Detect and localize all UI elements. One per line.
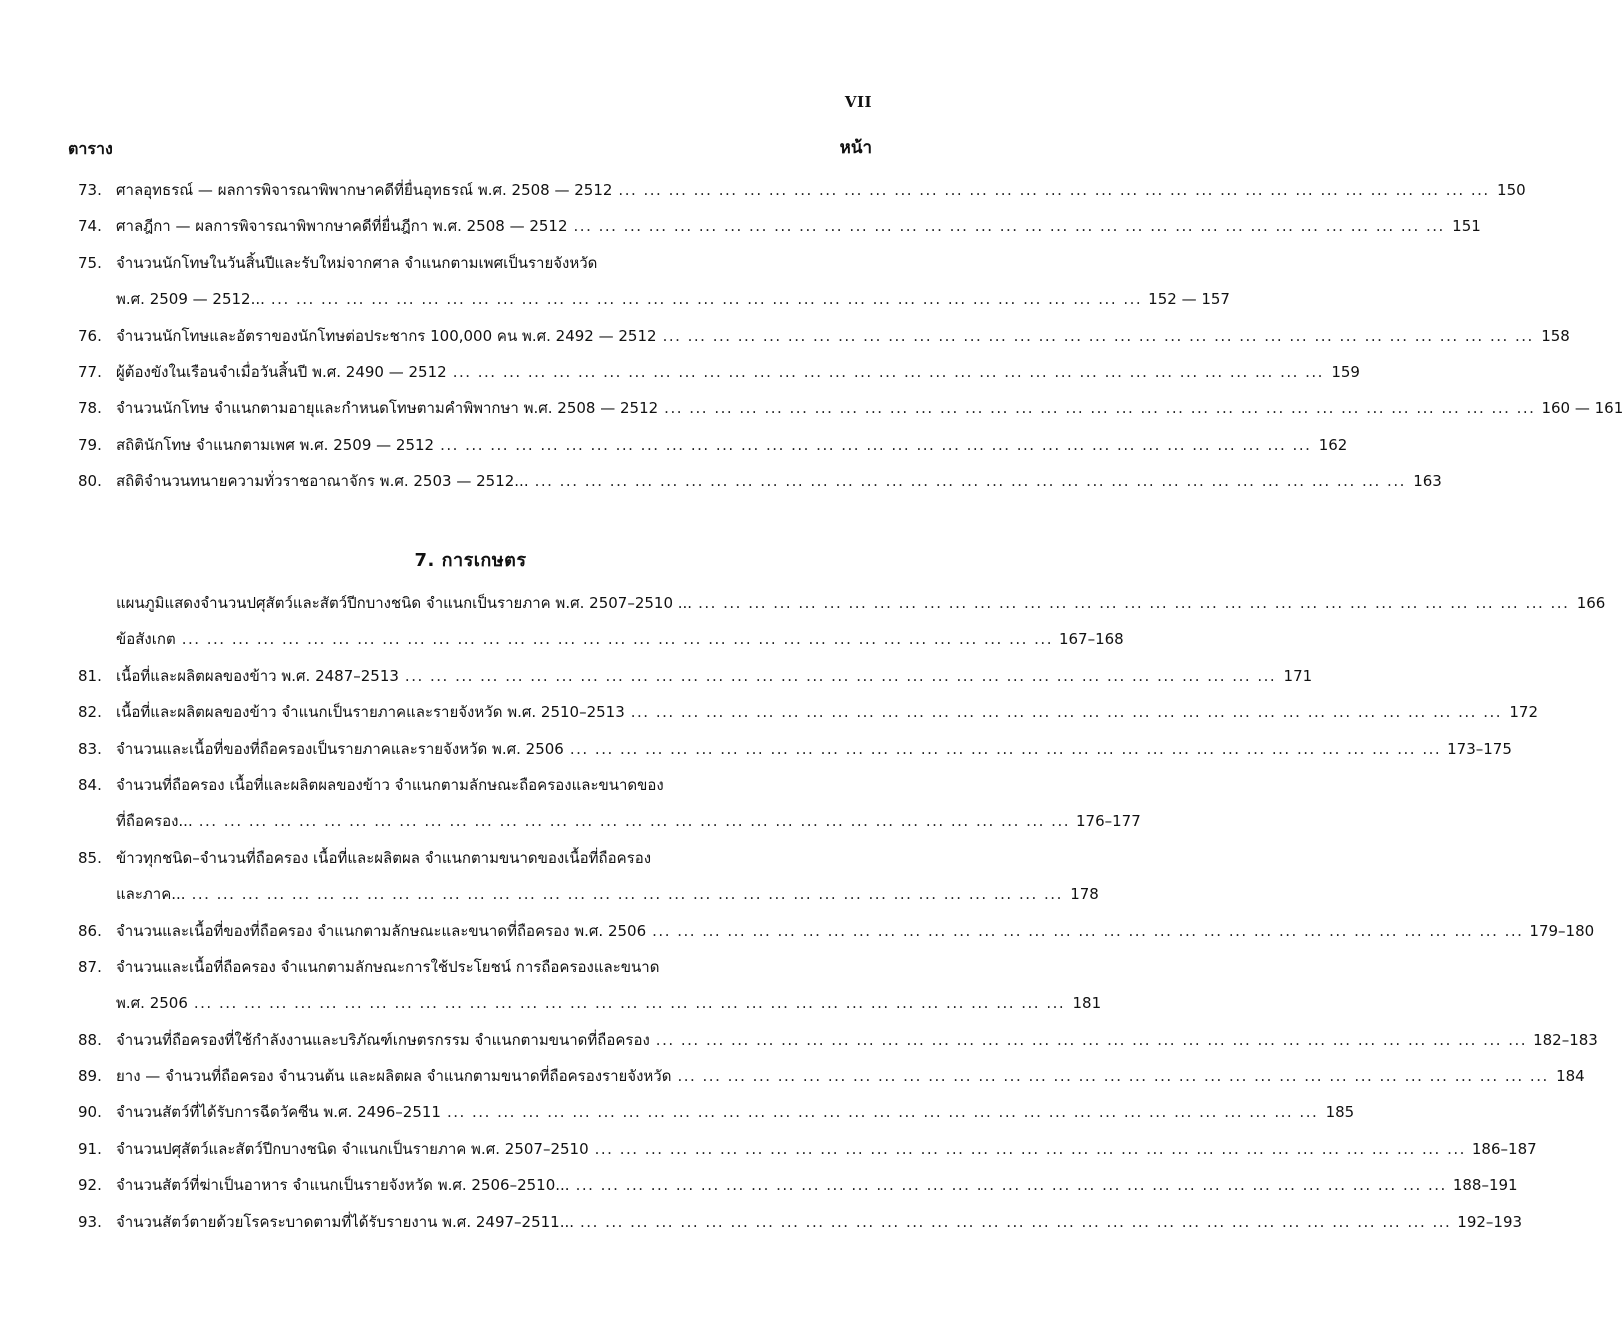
toc-section-justice <box>78 172 1623 500</box>
leader-dots <box>447 1094 1318 1130</box>
toc-row <box>78 1094 1355 1130</box>
entry-title: จำนวนสัตว์ที่ฆ่าเป็นอาหาร จำแนกเป็นรายจังหวัด พ.ศ. 2506–2510... <box>116 1176 570 1195</box>
entry-page: 192–193 <box>1457 1212 1523 1231</box>
entry-number: 90. <box>78 1103 102 1122</box>
toc-row <box>78 731 1512 767</box>
toc-row <box>78 621 1124 657</box>
toc-row <box>78 281 1230 317</box>
entry-title: จำนวนสัตว์ที่ได้รับการฉีดวัคซีน พ.ศ. 2496–2511 <box>116 1103 441 1122</box>
entry-title: จำนวนนักโทษ จำแนกตามอายุและกำหนดโทษตามคำพิพากษา พ.ศ. 2508 — 2512 <box>116 399 659 418</box>
column-header-page: หน้า <box>839 138 872 158</box>
entry-page: 158 <box>1541 326 1570 345</box>
toc-row <box>78 985 1102 1021</box>
entry-page: 171 <box>1283 666 1313 685</box>
entry-number: 74. <box>78 217 102 236</box>
toc-row <box>78 876 1099 912</box>
toc-row <box>78 694 1539 730</box>
entry-number: 85. <box>78 848 102 867</box>
toc-row <box>78 767 872 803</box>
entry-number: 92. <box>78 1176 102 1195</box>
entry-title: พ.ศ. 2509 — 2512... <box>116 290 265 309</box>
entry-page: 150 <box>1497 181 1526 199</box>
leader-dots <box>576 1167 1447 1203</box>
entry-title: จำนวนและเนื้อที่ของที่ถือครอง จำแนกตามลักษณะและขนาดที่ถือครอง พ.ศ. 2506 <box>116 921 647 940</box>
entry-page: 162 <box>1318 435 1348 454</box>
leader-dots <box>570 731 1441 767</box>
section-title: 7. การเกษตร <box>414 550 527 571</box>
leader-dots <box>677 1058 1548 1094</box>
toc-row <box>78 803 1141 839</box>
toc-row <box>78 949 872 985</box>
toc-row <box>78 1167 1518 1203</box>
entry-number: 83. <box>78 739 102 758</box>
leader-dots <box>595 1131 1466 1167</box>
column-header-table: ตาราง <box>68 139 113 158</box>
toc-row <box>78 658 1313 694</box>
toc-row <box>78 1131 1537 1167</box>
leader-dots <box>656 1022 1527 1058</box>
toc-row <box>78 585 1606 621</box>
entry-page: 181 <box>1072 994 1102 1013</box>
leader-dots <box>405 658 1276 694</box>
entry-title: จำนวนนักโทษในวันสิ้นปีและรับใหม่จากศาล จำแนกตามเพศเป็นรายจังหวัด <box>116 253 598 272</box>
entry-page: 163 <box>1413 472 1442 491</box>
entry-page: 185 <box>1325 1103 1355 1122</box>
entry-title: แผนภูมิแสดงจำนวนปศุสัตว์และสัตว์ปีกบางชนิด จำแนกเป็นรายภาค พ.ศ. 2507–2510 ... <box>116 594 693 612</box>
leader-dots <box>271 281 1142 317</box>
entry-number: 89. <box>78 1067 102 1086</box>
entry-title: จำนวนที่ถือครอง เนื้อที่และผลิตผลของข้าว จำแนกตามลักษณะถือครองและขนาดของ <box>116 775 664 794</box>
leader-dots <box>618 172 1489 208</box>
entry-title: ผู้ต้องขังในเรือนจำเมื่อวันสิ้นปี พ.ศ. 2490 — 2512 <box>116 362 447 381</box>
entry-page: 166 <box>1576 594 1606 612</box>
entry-page: 182–183 <box>1533 1030 1598 1049</box>
leader-dots <box>535 463 1406 499</box>
leader-dots <box>194 985 1065 1021</box>
entry-number: 87. <box>78 957 102 976</box>
toc-row <box>78 354 1360 390</box>
entry-page: 186–187 <box>1471 1139 1537 1158</box>
entry-title: จำนวนและเนื้อที่ของที่ถือครองเป็นรายภาคและรายจังหวัด พ.ศ. 2506 <box>116 739 564 758</box>
entry-title: จำนวนและเนื้อที่ถือครอง จำแนกตามลักษณะการใช้ประโยชน์ การถือครองและขนาด <box>116 957 660 976</box>
toc-row <box>78 1204 1523 1240</box>
entry-page: 159 <box>1331 362 1360 381</box>
entry-page: 151 <box>1452 217 1481 236</box>
toc-row <box>78 463 1442 499</box>
entry-page: 173–175 <box>1447 739 1512 758</box>
entry-page: 160 — 161 <box>1541 399 1623 418</box>
entry-number: 78. <box>78 399 102 418</box>
entry-number: 75. <box>78 253 102 272</box>
leader-dots <box>182 621 1053 657</box>
entry-page: 172 <box>1509 703 1539 722</box>
toc-row <box>78 390 1623 426</box>
entry-page: 152 — 157 <box>1148 290 1230 309</box>
toc-row <box>78 1022 1598 1058</box>
entry-title: ที่ถือครอง... <box>116 812 193 831</box>
entry-page: 184 <box>1556 1067 1585 1086</box>
entry-title: และภาค... <box>116 885 186 904</box>
entry-number: 80. <box>78 472 102 491</box>
entry-title: จำนวนที่ถือครองที่ใช้กำลังงานและบริภัณฑ์เกษตรกรรม จำแนกตามขนาดที่ถือครอง <box>116 1030 650 1049</box>
entry-number: 81. <box>78 666 102 685</box>
leader-dots <box>580 1204 1451 1240</box>
leader-dots <box>663 318 1534 354</box>
toc-row <box>78 913 1595 949</box>
entry-title: สถิตินักโทษ จำแนกตามเพศ พ.ศ. 2509 — 2512 <box>116 435 435 454</box>
entry-number: 88. <box>78 1030 102 1049</box>
toc-row <box>78 208 1481 244</box>
entry-page: 167–168 <box>1058 630 1124 649</box>
entry-number: 82. <box>78 703 102 722</box>
entry-title: พ.ศ. 2506 <box>116 994 188 1013</box>
entry-title: ข้อสังเกต <box>116 630 176 649</box>
entry-page: 188–191 <box>1452 1176 1518 1195</box>
entry-page: 176–177 <box>1075 812 1141 831</box>
toc-row <box>78 172 1526 208</box>
entry-number: 79. <box>78 435 102 454</box>
entry-page: 178 <box>1070 885 1099 904</box>
entry-title: เนื้อที่และผลิตผลของข้าว จำแนกเป็นรายภาคและรายจังหวัด พ.ศ. 2510–2513 <box>116 703 625 722</box>
entry-title: สถิติจำนวนทนายความทั่วราชอาณาจักร พ.ศ. 2503 — 2512... <box>116 472 529 491</box>
leader-dots <box>698 585 1569 621</box>
leader-dots <box>631 694 1502 730</box>
entry-page: 179–180 <box>1529 921 1595 940</box>
toc-row <box>78 245 872 281</box>
leader-dots <box>652 913 1523 949</box>
leader-dots <box>664 390 1535 426</box>
leader-dots <box>192 876 1063 912</box>
entry-title: จำนวนสัตว์ตายด้วยโรคระบาดตามที่ได้รับรายงาน พ.ศ. 2497–2511... <box>116 1212 575 1231</box>
entry-title: ศาลฎีกา — ผลการพิจารณาพิพากษาคดีที่ยื่นฎีกา พ.ศ. 2508 — 2512 <box>116 217 568 236</box>
toc-row <box>78 840 872 876</box>
entry-title: ยาง — จำนวนที่ถือครอง จำนวนต้น และผลิตผล จำแนกตามขนาดที่ถือครองรายจังหวัด <box>116 1067 672 1086</box>
entry-number: 91. <box>78 1139 102 1158</box>
entry-number: 84. <box>78 775 102 794</box>
toc-row <box>78 427 1348 463</box>
entry-title: ศาลอุทธรณ์ — ผลการพิจารณาพิพากษาคดีที่ยื่นอุทธรณ์ พ.ศ. 2508 — 2512 <box>116 181 613 199</box>
leader-dots <box>574 208 1445 244</box>
toc-row <box>78 1058 1585 1094</box>
entry-number: 93. <box>78 1212 102 1231</box>
toc-section-agriculture <box>78 585 1606 1240</box>
entry-title: จำนวนปศุสัตว์และสัตว์ปีกบางชนิด จำแนกเป็นรายภาค พ.ศ. 2507–2510 <box>116 1139 589 1158</box>
toc-row <box>78 318 1570 354</box>
entry-title: เนื้อที่และผลิตผลของข้าว พ.ศ. 2487–2513 <box>116 666 399 685</box>
leader-dots <box>440 427 1311 463</box>
entry-number: 77. <box>78 362 102 381</box>
entry-number: 86. <box>78 921 102 940</box>
leader-dots <box>199 803 1070 839</box>
entry-title: ข้าวทุกชนิด–จำนวนที่ถือครอง เนื้อที่และผลิตผล จำแนกตามขนาดของเนื้อที่ถือครอง <box>116 848 652 867</box>
entry-number: 76. <box>78 326 102 345</box>
entry-title: จำนวนนักโทษและอัตราของนักโทษต่อประชากร 100,000 คน พ.ศ. 2492 — 2512 <box>116 326 657 345</box>
entry-number: 73. <box>78 181 102 199</box>
page-number: VII <box>844 93 872 111</box>
leader-dots <box>453 354 1324 390</box>
